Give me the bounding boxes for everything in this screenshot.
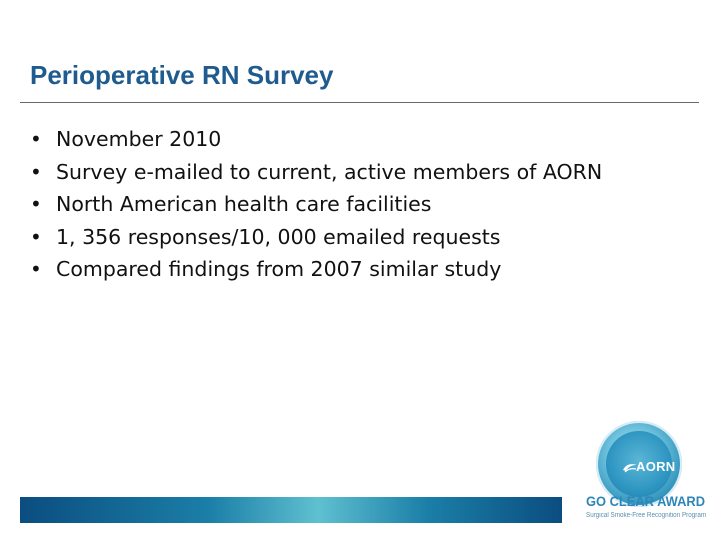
bullet-item xyxy=(30,221,602,254)
award-title: GO CLEAR AWARD xyxy=(586,493,706,509)
bullet-text: North American health care facilities xyxy=(56,192,432,216)
award-subtitle: Surgical Smoke-Free Recognition Program xyxy=(586,512,707,519)
slide-title: Perioperative RN Survey xyxy=(30,60,334,90)
footer-gradient-bar xyxy=(20,497,562,523)
bullet-text: Compared findings from 2007 similar study xyxy=(56,257,502,281)
badge-inner-circle xyxy=(606,431,676,497)
bullet-item xyxy=(30,156,602,189)
bullet-dot-icon: • xyxy=(30,159,42,184)
bullet-dot-icon: • xyxy=(30,192,42,216)
bullet-dot-icon: • xyxy=(30,224,42,249)
bullet-dot-icon: • xyxy=(30,127,42,151)
bullet-item xyxy=(30,188,602,221)
bullet-item xyxy=(30,253,602,286)
title-divider xyxy=(20,102,699,103)
badge-logo-text: AORN xyxy=(636,459,676,474)
bullet-text: November 2010 xyxy=(56,127,222,151)
bullet-text: 1, 356 responses/10, 000 emailed requests xyxy=(56,224,501,249)
bullet-list xyxy=(30,123,602,286)
bullet-text: Survey e-mailed to current, active members of AORN xyxy=(56,159,603,184)
bullet-dot-icon: • xyxy=(30,257,42,281)
bullet-item xyxy=(30,123,602,156)
